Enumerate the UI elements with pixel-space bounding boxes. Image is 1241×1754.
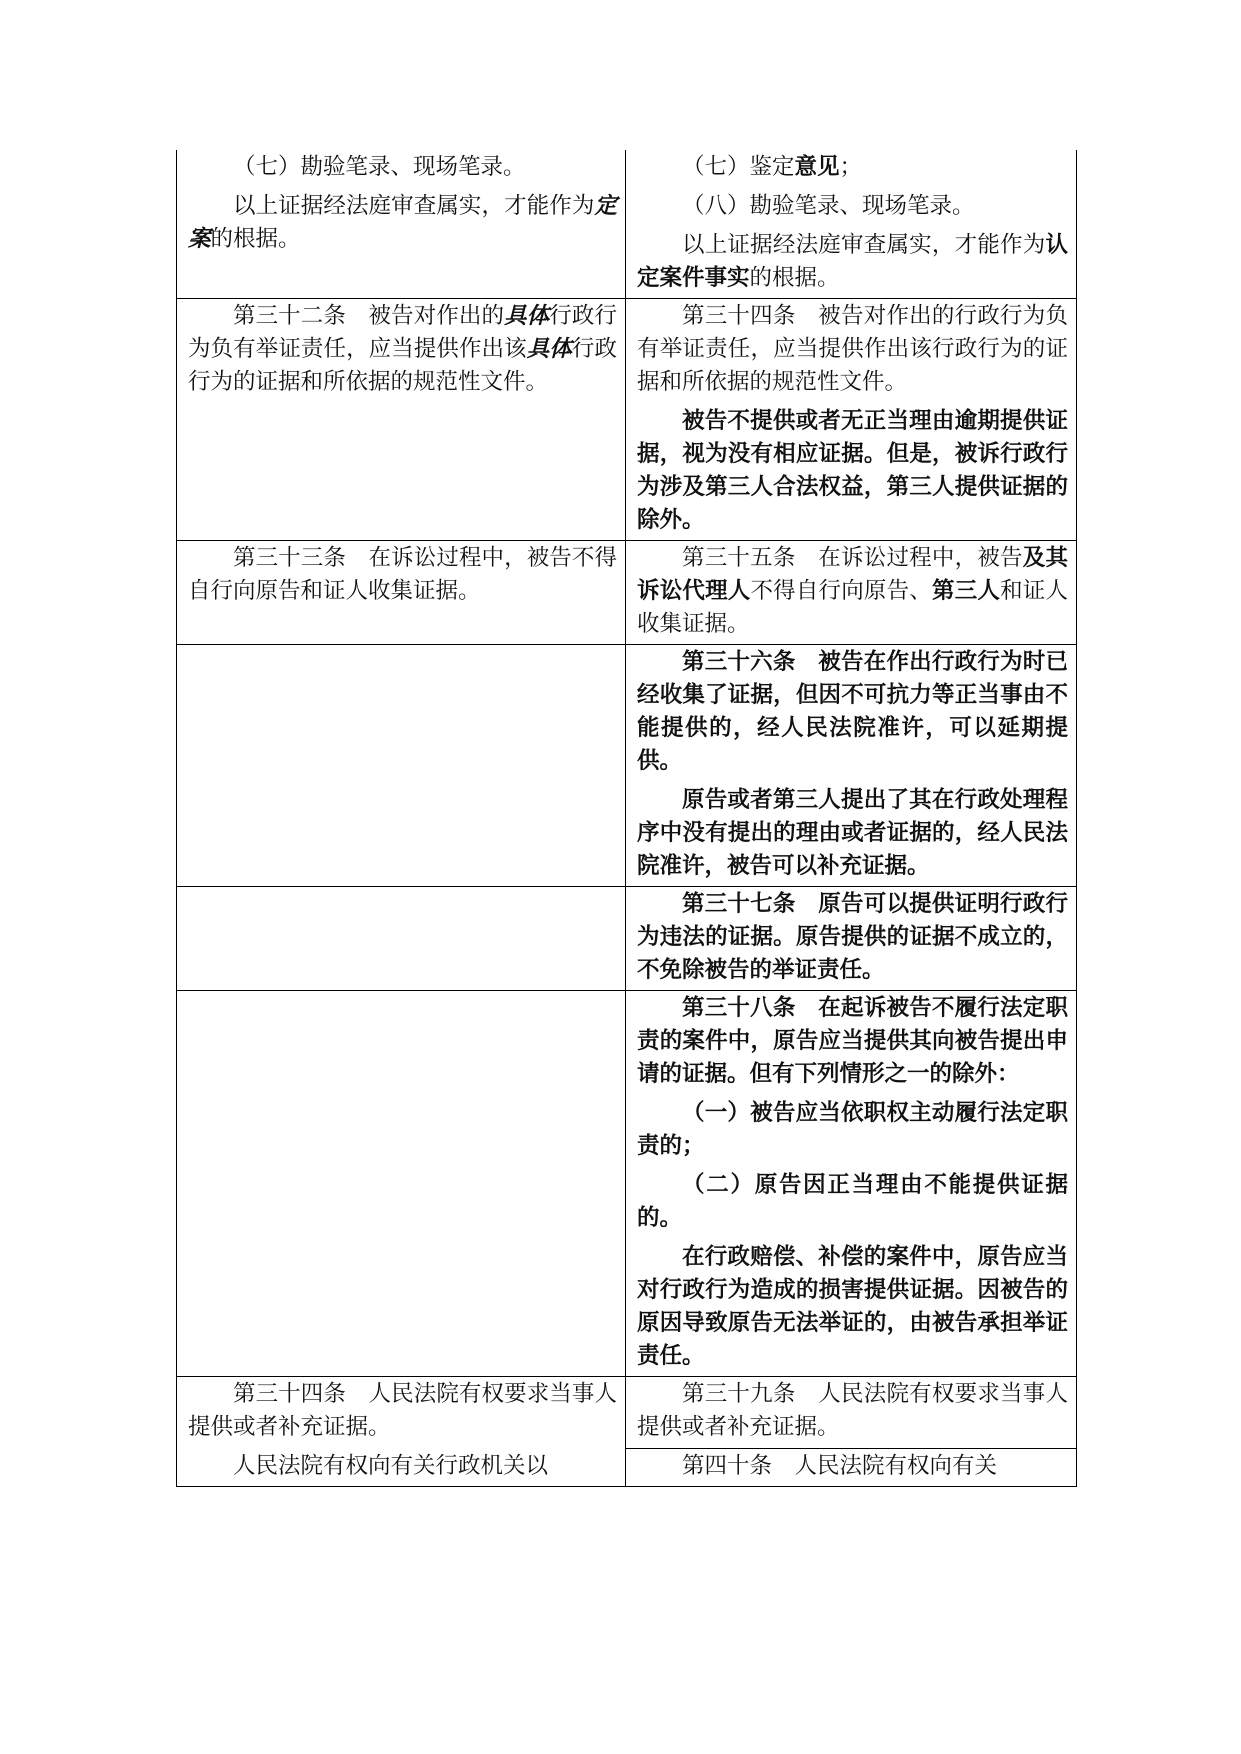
left-cell [177, 541, 626, 645]
cell-paragraph [637, 1169, 1068, 1235]
text-segment: 行政行为的证据和所依据的规范性文件。 [188, 336, 617, 395]
text-segment: 第三人 [932, 578, 1001, 604]
text-segment: （七）勘验笔录、现场笔录。 [233, 154, 526, 180]
text-segment: 不得自行向原告、 [750, 578, 932, 604]
cell-paragraph [188, 542, 617, 608]
text-segment: 原告或者第三人提出了其在行政处理程序中没有提出的理由或者证据的，经人民法院准许，被告可以补充证据。 [637, 787, 1068, 879]
text-segment: 具体 [526, 336, 572, 362]
right-cell [626, 645, 1077, 887]
comparison-table [176, 150, 1077, 1487]
cell-paragraph [637, 1241, 1068, 1373]
text-segment: ； [839, 154, 863, 180]
cell-paragraph [637, 542, 1068, 641]
text-segment: （七）鉴定 [682, 154, 795, 180]
cell-paragraph [188, 1450, 617, 1483]
text-segment: 认定案件事实 [637, 232, 1068, 291]
text-segment: 行政行为负有举证责任，应当提供作出该 [188, 303, 617, 362]
text-segment: 第三十四条 人民法院有权要求当事人提供或者补充证据。 [188, 1381, 617, 1440]
text-segment: 第三十四条 被告对作出的行政行为负有举证责任，应当提供作出该行政行为的证据和所依据的规范性文件。 [637, 303, 1068, 395]
left-cell [177, 645, 626, 887]
text-segment: 及其诉讼代理人 [637, 545, 1068, 604]
left-cell [177, 150, 626, 299]
right-cell [626, 991, 1077, 1377]
right-cell [626, 1377, 1077, 1449]
table-row [177, 299, 1077, 541]
left-cell [177, 299, 626, 541]
right-cell [626, 299, 1077, 541]
left-cell [177, 1377, 626, 1487]
cell-paragraph [637, 1097, 1068, 1163]
text-segment: 第三十九条 人民法院有权要求当事人提供或者补充证据。 [637, 1381, 1068, 1440]
right-cell [626, 887, 1077, 991]
text-segment: （二）原告因正当理由不能提供证据的。 [637, 1172, 1068, 1231]
cell-paragraph [188, 1378, 617, 1444]
text-segment: 第三十三条 在诉讼过程中，被告不得自行向原告和证人收集证据。 [188, 545, 617, 604]
right-cell [626, 1448, 1077, 1486]
left-cell [177, 887, 626, 991]
cell-paragraph [637, 300, 1068, 399]
right-cell [626, 541, 1077, 645]
text-segment: 意见 [794, 154, 840, 180]
cell-paragraph [637, 888, 1068, 987]
text-segment: 第三十七条 原告可以提供证明行政行为违法的证据。原告提供的证据不成立的，不免除被告的举证责任。 [637, 891, 1068, 983]
text-segment: 以上证据经法庭审查属实，才能作为 [682, 232, 1046, 258]
cell-paragraph [637, 405, 1068, 537]
text-segment: 被告不提供或者无正当理由逾期提供证据，视为没有相应证据。但是，被诉行政行为涉及第三人合法权益，第三人提供证据的除外。 [637, 408, 1068, 533]
table-row [177, 150, 1077, 299]
cell-paragraph [188, 190, 617, 256]
table-row [177, 991, 1077, 1377]
right-cell [626, 150, 1077, 299]
text-segment: 的根据。 [749, 265, 840, 291]
text-segment: 人民法院有权向有关行政机关以 [233, 1453, 549, 1479]
cell-paragraph [637, 151, 1068, 184]
text-segment: 第三十六条 被告在作出行政行为时已经收集了证据，但因不可抗力等正当事由不能提供的，经人民法院准许，可以延期提供。 [637, 649, 1068, 774]
text-segment: 第三十八条 在起诉被告不履行法定职责的案件中，原告应当提供其向被告提出申请的证据。但有下列情形之一的除外： [637, 995, 1068, 1087]
table-row [177, 645, 1077, 887]
cell-paragraph [188, 151, 617, 184]
cell-paragraph [637, 784, 1068, 883]
table-row [177, 887, 1077, 991]
text-segment: 第三十五条 在诉讼过程中，被告 [682, 545, 1023, 571]
table-row [177, 1377, 1077, 1449]
cell-paragraph [637, 992, 1068, 1091]
left-cell [177, 991, 626, 1377]
cell-paragraph [188, 300, 617, 399]
cell-paragraph [637, 190, 1068, 223]
text-segment: （八）勘验笔录、现场笔录。 [682, 193, 975, 219]
text-segment: 第四十条 人民法院有权向有关 [682, 1452, 998, 1479]
text-segment: 具体 [504, 303, 550, 329]
table-row [177, 541, 1077, 645]
cell-paragraph [637, 646, 1068, 778]
text-segment: 第三十二条 被告对作出的 [233, 303, 505, 329]
cell-paragraph [637, 229, 1068, 295]
text-segment: 在行政赔偿、补偿的案件中，原告应当对行政行为造成的损害提供证据。因被告的原因导致原告无法举证的，由被告承担举证责任。 [637, 1244, 1068, 1369]
text-segment: 和证人收集证据。 [637, 578, 1068, 637]
cell-paragraph [637, 1378, 1068, 1444]
cell-paragraph [637, 1450, 1068, 1483]
text-segment: 以上证据经法庭审查属实，才能作为 [233, 193, 595, 219]
text-segment: （一）被告应当依职权主动履行法定职责的； [637, 1100, 1068, 1159]
text-segment: 的根据。 [210, 226, 301, 252]
text-segment: 定案 [188, 193, 617, 252]
